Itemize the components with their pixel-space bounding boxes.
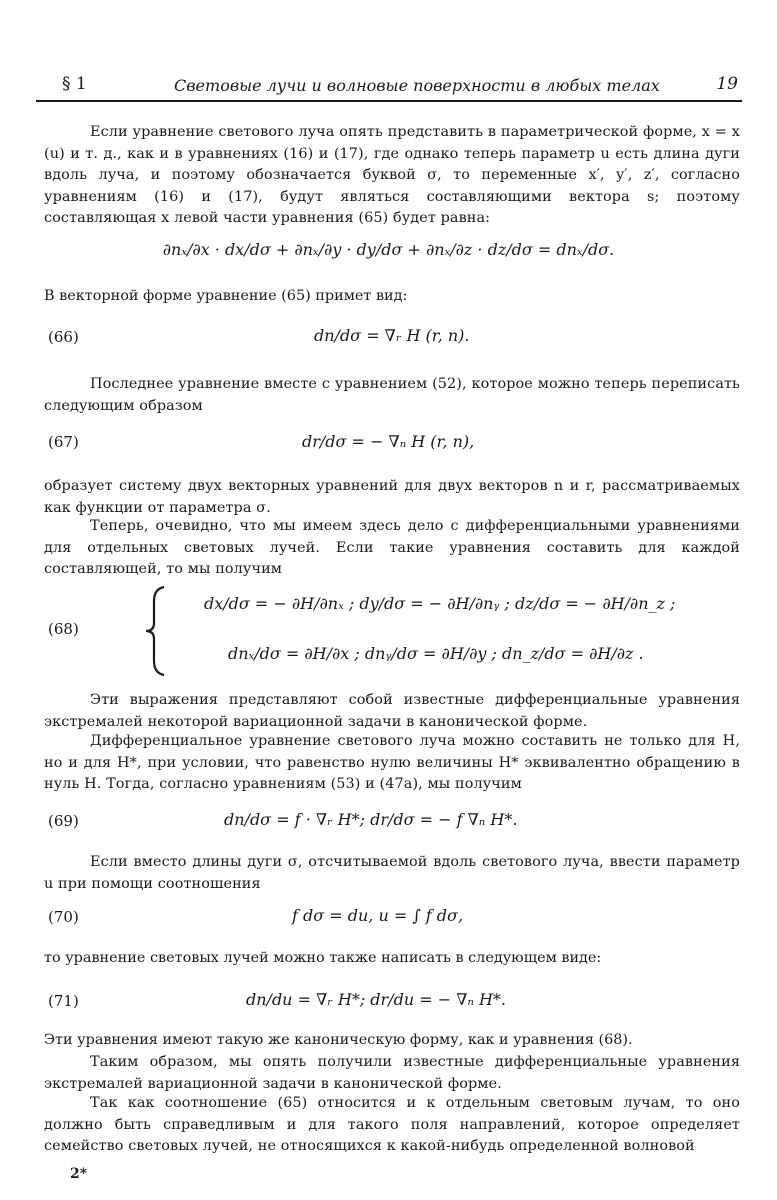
paragraph-10: Эти уравнения имеют такую же каноническую форму, как и уравнения (68). [44,1032,633,1048]
page-header [36,72,742,98]
equation-number-70: (70) [48,908,79,926]
equation-65-x-component: ∂nₓ/∂x · dx/dσ + ∂nₓ/∂y · dy/dσ + ∂nₓ/∂z · dz/dσ = dnₓ/dσ. [162,240,615,259]
paragraph-4: образует систему двух векторных уравнений для двух векторов n и r, рассматриваемых как функции от параметра σ. [44,478,740,516]
paragraph-7: Дифференциальное уравнение светового луча можно составить не только для H, но и для H*, при условии, что равенство нулю величины H* эквивалентно обращению в нуль H. Тогда, согласно уравнениям (53) и (47a), мы получим [44,733,740,792]
paragraph-5: Теперь, очевидно, что мы имеем здесь дело с дифференциальными уравнениями для отдельных световых лучей. Если такие уравнения составить для каждой составляющей, то мы получим [44,518,740,577]
equation-68-row-1: dx/dσ = − ∂H/∂nₓ ; dy/dσ = − ∂H/∂nᵧ ; dz/dσ = − ∂H/∂n_z ; [204,594,676,613]
equation-71: dn/du = ∇ᵣ H*; dr/du = − ∇ₙ H*. [246,990,506,1009]
paragraph-12: Так как соотношение (65) относится и к отдельным световым лучам, то оно должно быть справедливым и для такого поля направлений, которое определяет семейство световых лучей, не относящихся к какой-нибудь определенной волновой [44,1095,740,1154]
footer-signature: 2* [70,1166,88,1182]
equation-number-67: (67) [48,433,79,451]
paragraph-2: В векторной форме уравнение (65) примет вид: [44,288,408,304]
equation-number-71: (71) [48,992,79,1010]
equation-69: dn/dσ = f · ∇ᵣ H*; dr/dσ = − f ∇ₙ H*. [224,810,518,829]
left-brace [140,585,170,677]
paragraph-8: Если вместо длины дуги σ, отсчитываемой вдоль светового луча, ввести параметр u при помощи соотношения [44,854,740,892]
equation-number-68: (68) [48,620,79,638]
equation-67: dr/dσ = − ∇ₙ H (r, n), [302,432,475,451]
paragraph-3: Последнее уравнение вместе с уравнением (52), которое можно теперь переписать следующим образом [44,376,740,414]
equation-66: dn/dσ = ∇ᵣ H (r, n). [314,326,470,345]
paragraph-1: Если уравнение светового луча опять представить в параметрической форме, x = x (u) и т. д., как и в уравнениях (16) и (17), где однако теперь параметр u есть длина дуги вдоль луча, и поэтому обозначается буквой σ, то переменные x′, y′, z′, согласно уравнениям (16) и (17), будут являться составляющими вектора s; поэтому составляющая x левой части уравнения (65) будет равна: [44,124,740,226]
equation-number-66: (66) [48,328,79,346]
paragraph-11: Таким образом, мы опять получили известные дифференциальные уравнения экстремалей вариационной задачи в канонической форме. [44,1054,740,1092]
header-rule [36,100,742,102]
paragraph-6: Эти выражения представляют собой известные дифференциальные уравнения экстремалей некоторой вариационной задачи в канонической форме. [44,692,740,730]
running-title: Световые лучи и волновые поверхности в любых телах [174,76,660,95]
page-number: 19 [716,74,738,94]
equation-68-row-2: dnₓ/dσ = ∂H/∂x ; dnᵧ/dσ = ∂H/∂y ; dn_z/dσ = ∂H/∂z . [228,644,644,663]
paragraph-9: то уравнение световых лучей можно также написать в следующем виде: [44,950,602,966]
equation-70: f dσ = du, u = ∫ f dσ, [292,906,464,925]
equation-number-69: (69) [48,812,79,830]
section-number: § 1 [62,74,87,94]
